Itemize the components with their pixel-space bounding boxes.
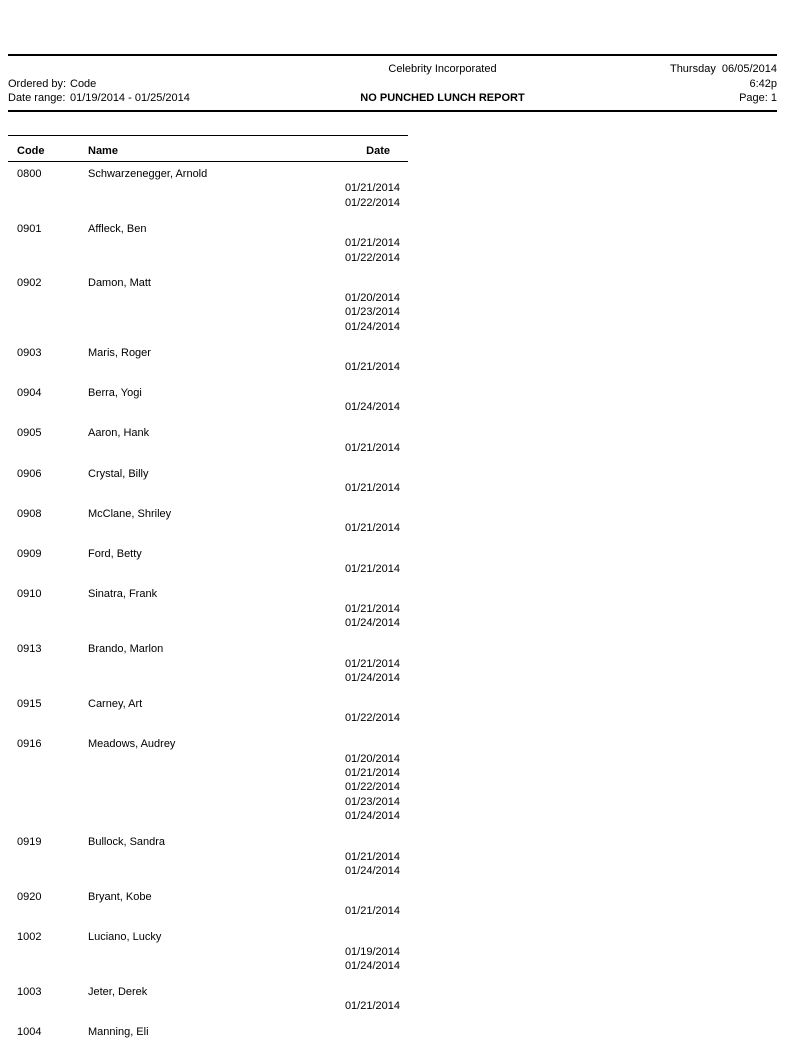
entry-date: 01/23/2014	[344, 306, 400, 319]
entry-code: 0902	[17, 277, 42, 290]
entry-date: 01/23/2014	[344, 795, 400, 808]
page-number: Page: 1	[739, 92, 777, 104]
entry-date: 01/21/2014	[344, 905, 400, 918]
entry-name: Carney, Art	[88, 697, 143, 710]
header-rule-top	[8, 54, 777, 56]
report-entry	[8, 547, 408, 576]
entry-date: 01/24/2014	[344, 401, 400, 414]
entry-name: Damon, Matt	[88, 277, 151, 290]
entry-header-line	[8, 547, 408, 561]
report-entry	[8, 930, 408, 973]
ordered-by-line	[8, 77, 278, 92]
entry-header-line	[8, 835, 408, 849]
entry-date: 01/22/2014	[344, 251, 400, 264]
entry-date: 01/22/2014	[344, 196, 400, 209]
entry-header-line	[8, 507, 408, 521]
report-entry	[8, 276, 408, 334]
report-weekday-date: Thursday 06/05/2014	[669, 63, 777, 75]
ordered-by-label: Ordered by:	[8, 77, 67, 90]
entry-date: 01/21/2014	[344, 237, 400, 250]
entry-date: 01/21/2014	[344, 850, 400, 863]
report-entry	[8, 642, 408, 685]
report-entry	[8, 467, 408, 496]
company-name: Celebrity Incorporated	[388, 63, 497, 75]
entry-code: 0800	[17, 168, 42, 180]
entry-code: 0901	[17, 222, 42, 235]
entry-header-line	[8, 587, 408, 601]
entry-code: 0903	[17, 346, 42, 359]
entry-date: 01/24/2014	[344, 671, 400, 684]
report-header	[8, 62, 777, 106]
report-title: NO PUNCHED LUNCH REPORT	[360, 92, 525, 104]
entry-name: Schwarzenegger, Arnold	[88, 168, 208, 180]
entry-header-line	[8, 985, 408, 999]
report-entry	[8, 346, 408, 375]
entry-date: 01/21/2014	[344, 360, 400, 373]
report-entry	[8, 697, 408, 726]
entry-header-line	[8, 737, 408, 751]
report-entry	[8, 985, 408, 1014]
report-entry	[8, 890, 408, 919]
report-entry	[8, 167, 408, 210]
entry-code: 0920	[17, 890, 42, 903]
entry-date: 01/24/2014	[344, 810, 400, 823]
entry-name: Crystal, Billy	[88, 467, 149, 480]
entry-date: 01/21/2014	[344, 1000, 400, 1013]
entry-code: 0916	[17, 738, 42, 751]
entry-header-line	[8, 167, 408, 181]
entry-name: Jeter, Derek	[88, 985, 148, 998]
entry-date: 01/21/2014	[344, 562, 400, 575]
entry-header-line	[8, 467, 408, 481]
report-entry	[8, 222, 408, 265]
entry-date: 01/21/2014	[344, 481, 400, 494]
report-entry	[8, 587, 408, 630]
report-entry	[8, 737, 408, 823]
entry-date: 01/20/2014	[344, 752, 400, 765]
table-rule-bottom	[8, 161, 408, 162]
entry-name: Bullock, Sandra	[88, 836, 166, 849]
entry-name: Luciano, Lucky	[88, 931, 162, 944]
entry-code: 0913	[17, 643, 42, 656]
report-entry	[8, 835, 408, 878]
entry-date: 01/21/2014	[344, 182, 400, 195]
report-entries	[8, 167, 408, 1048]
entry-code: 0905	[17, 427, 42, 440]
entry-name: Manning, Eli	[88, 1026, 149, 1039]
entry-date: 01/24/2014	[344, 959, 400, 972]
entry-name: Brando, Marlon	[88, 643, 164, 656]
column-header-code: Code	[17, 145, 45, 157]
entry-code: 0919	[17, 836, 42, 849]
entry-date: 01/21/2014	[344, 767, 400, 779]
date-range-label: Date range:	[8, 92, 66, 104]
entry-name: Sinatra, Frank	[88, 588, 158, 601]
entry-date: 01/21/2014	[344, 441, 400, 454]
entry-header-line	[8, 346, 408, 360]
entry-code: 0910	[17, 588, 42, 601]
entry-name: Bryant, Kobe	[88, 890, 152, 903]
entry-header-line	[8, 222, 408, 236]
entry-date: 01/22/2014	[344, 712, 400, 725]
header-rule-bottom	[8, 110, 777, 112]
entry-date: 01/21/2014	[344, 522, 400, 535]
entry-name: Berra, Yogi	[88, 386, 142, 399]
column-header-name: Name	[88, 145, 118, 157]
entry-date: 01/21/2014	[344, 657, 400, 670]
entry-code: 1002	[17, 931, 42, 944]
ordered-by-value: Code	[70, 77, 97, 90]
entry-name: Maris, Roger	[88, 346, 151, 359]
report-entry	[8, 386, 408, 415]
entry-name: McClane, Shriley	[88, 507, 172, 520]
entry-header-line	[8, 697, 408, 711]
entry-header-line	[8, 1025, 408, 1039]
entry-name: Affleck, Ben	[88, 222, 147, 235]
report-entry	[8, 426, 408, 455]
entry-name: Aaron, Hank	[88, 427, 150, 440]
entry-header-line	[8, 276, 408, 290]
column-header-date: Date	[366, 145, 390, 157]
entry-date: 01/20/2014	[344, 291, 400, 304]
entry-date: 01/24/2014	[344, 864, 400, 877]
entry-code: 0904	[17, 386, 42, 399]
date-range-value: 01/19/2014 - 01/25/2014	[70, 92, 190, 104]
entry-code: 1003	[17, 985, 42, 998]
entry-header-line	[8, 930, 408, 944]
entry-header-line	[8, 386, 408, 400]
entry-code: 0906	[17, 467, 42, 480]
entry-code: 0909	[17, 548, 42, 561]
entry-code: 0915	[17, 697, 42, 710]
entry-code: 0908	[17, 507, 42, 520]
date-range-line	[8, 91, 278, 106]
entry-date: 01/24/2014	[344, 320, 400, 333]
entry-date: 01/24/2014	[344, 617, 400, 630]
entry-header-line	[8, 426, 408, 440]
entry-header-line	[8, 642, 408, 656]
report-time: 6:42p	[749, 77, 777, 90]
entry-header-line	[8, 890, 408, 904]
entry-name: Ford, Betty	[88, 548, 142, 561]
report-entry	[8, 507, 408, 536]
entry-name: Meadows, Audrey	[88, 738, 176, 751]
entry-date: 01/19/2014	[344, 945, 400, 958]
report-entry	[8, 1025, 408, 1039]
table-rule-top	[8, 135, 408, 136]
entry-code: 1004	[17, 1026, 42, 1039]
entry-date: 01/21/2014	[344, 602, 400, 615]
entry-date: 01/22/2014	[344, 781, 400, 794]
